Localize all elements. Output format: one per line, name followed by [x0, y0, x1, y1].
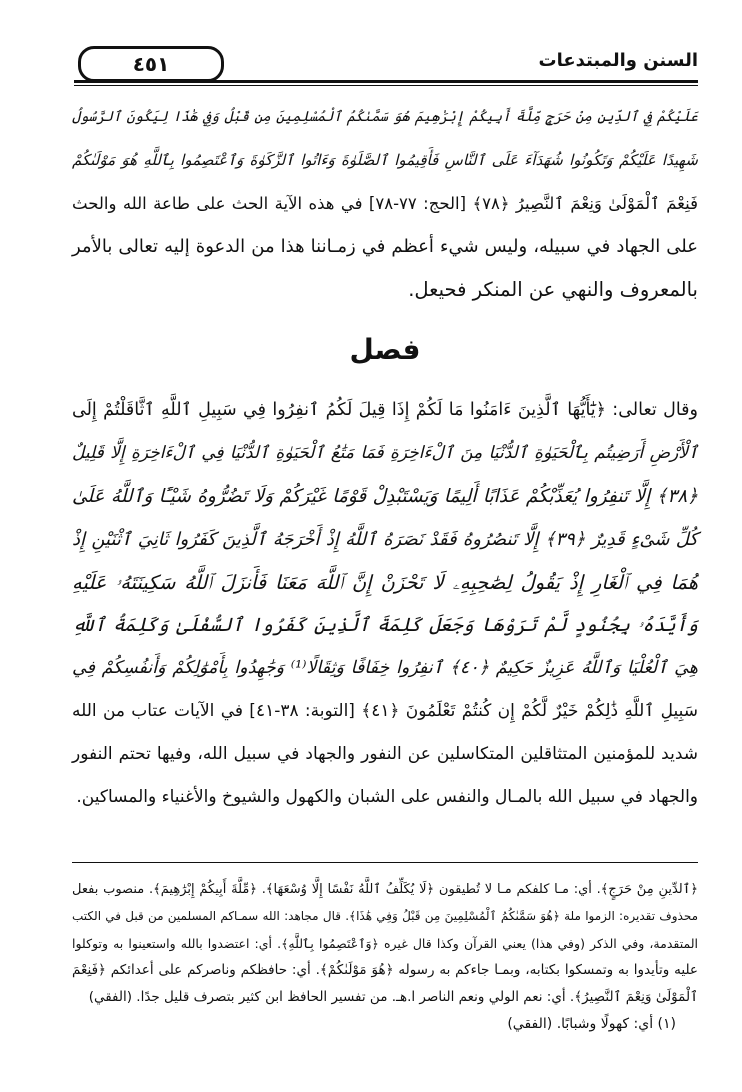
- body-line: شديد للمؤمنين المتثاقلين المتكاسلين عن النفور والجهاد في سبيل الله، وفيها تحتم النفور: [72, 744, 698, 764]
- body-line: بالمعروف والنهي عن المنكر فحيعل.: [408, 278, 698, 301]
- footnote-line: ﴿ٱلدِّينِ مِنْ حَرَجٍ﴾. أي: مـا كلفكم مـا لا تُطيقون ﴿لَا يُكَلِّفُ ٱللَّهُ نَفْسًا إِلَّا وُسْعَهَا﴾. ﴿مِّلَّةَ أَبِيكُمْ إِبْرَٰهِيمَ﴾. منصوب بفعل: [72, 882, 698, 897]
- page-number-badge: ٤٥١: [78, 46, 224, 82]
- header-title: السنن والمبتدعات: [538, 50, 698, 71]
- header-rule-thin: [74, 85, 698, 86]
- footnotes: [72, 876, 698, 1038]
- footnote-1: (١) أي: كهولًا وشبابًا. (الفقي): [507, 1016, 676, 1032]
- footnote-separator: [72, 862, 698, 863]
- section-heading: فصل: [349, 333, 421, 366]
- main-text: [72, 96, 698, 819]
- body-line: وَأَيَّدَهُۥ بِجُنُودٍ لَّمْ تَرَوْهَا وَجَعَلَ كَلِمَةَ ٱلَّذِينَ كَفَرُوا ٱلسُّفْلَىٰ وَكَلِمَةُ ٱللَّهِ: [72, 614, 698, 636]
- footnote-line: محذوف تقديره: الزموا ملة ﴿هُوَ سَمَّىٰكُمُ ٱلْمُسْلِمِينَ مِن قَبْلُ وَفِي هَٰذَا﴾. قال مجاهد: الله سمـاكم المسلمين من قبل في الكتب: [72, 909, 698, 923]
- body-line: شَهِيدًا عَلَيْكُمْ وَتَكُونُوا شُهَدَآءَ عَلَى ٱلنَّاسِ فَأَقِيمُوا ٱلصَّلَوٰةَ وَءَاتُوا ٱلزَّكَوٰةَ وَٱعْتَصِمُوا بِٱللَّهِ هُوَ مَوْلَىٰكُمْ: [72, 151, 698, 169]
- footnote-line: المتقدمة، وفي الذكر (وفي هذا) يعني القرآن وكذا قال غيره ﴿وَٱعْتَصِمُوا بِٱللَّهِ﴾. أي: اعتضدوا بالله واستعينوا به وتوكلوا: [72, 936, 698, 951]
- running-header: [74, 40, 698, 86]
- body-line: ٱلْأَرْضِ أَرَضِيتُم بِٱلْحَيَوٰةِ ٱلدُّنْيَا مِنَ ٱلْءَاخِرَةِ فَمَا مَتَٰعُ ٱلْحَيَوٰةِ ٱلدُّنْيَا فِي ٱلْءَاخِرَةِ إِلَّا قَلِيلٌ: [72, 443, 698, 463]
- body-line: والجهاد في سبيل الله بالمـال والنفس على الشبان والكهول والشيوخ والأغنياء والمساكين.: [76, 787, 698, 807]
- header-rule: [74, 80, 698, 83]
- footnote-line: ٱلْمَوْلَىٰ وَنِعْمَ ٱلنَّصِيرُ﴾. أي: نعم الولي ونعم الناصر ا.هـ. من تفسير الحافظ ابن كثير بتصرف قليل جدًا. (الفقي): [88, 989, 698, 1005]
- body-line: كُلِّ شَىْءٍ قَدِيرٌ ﴿٣٩﴾ إِلَّا تَنصُرُوهُ فَقَدْ نَصَرَهُ ٱللَّهُ إِذْ أَخْرَجَهُ ٱلَّذِينَ كَفَرُوا ثَانِيَ ٱثْنَيْنِ إِذْ: [72, 529, 698, 550]
- body-line: عَلَيْكُمْ فِي ٱلدِّينِ مِنْ حَرَجٍ مِّلَّةَ أَبِيكُمْ إِبْرَٰهِيمَ هُوَ سَمَّىٰكُمُ ٱلْمُسْلِمِينَ مِن قَبْلُ وَفِي هَٰذَا لِيَكُونَ ٱلرَّسُولُ: [72, 109, 698, 125]
- body-line: وقال تعالى: ﴿يَٰٓأَيُّهَا ٱلَّذِينَ ءَامَنُوا مَا لَكُمْ إِذَا قِيلَ لَكُمُ ٱنفِرُوا فِي سَبِيلِ ٱللَّهِ ٱثَّاقَلْتُمْ إِلَى: [72, 400, 698, 420]
- body-line: سَبِيلِ ٱللَّهِ ذَٰلِكُمْ خَيْرٌ لَّكُمْ إِن كُنتُمْ تَعْلَمُونَ ﴿٤١﴾ [التوبة: ٣٨-٤١] في الآيات عتاب من الله: [72, 701, 698, 721]
- footnote-line: عليه وتأيدوا به وتمسكوا بكتابه، وبمـا جاءكم به رسوله ﴿هُوَ مَوْلَىٰكُمْ﴾. أي: حافظكم وناصركم على أعدائكم ﴿فَنِعْمَ: [72, 962, 698, 978]
- body-line: ﴿٣٨﴾ إِلَّا تَنفِرُوا يُعَذِّبْكُمْ عَذَابًا أَلِيمًا وَيَسْتَبْدِلْ قَوْمًا غَيْرَكُمْ وَلَا تَضُرُّوهُ شَيْـًٔا وَٱللَّهُ عَلَىٰ: [72, 486, 698, 507]
- body-line: هُمَا فِي ٱلْغَارِ إِذْ يَقُولُ لِصَٰحِبِهِۦ لَا تَحْزَنْ إِنَّ ٱللَّهَ مَعَنَا فَأَنزَلَ ٱللَّهُ سَكِينَتَهُۥ عَلَيْهِ: [72, 571, 698, 594]
- body-line: فَنِعْمَ ٱلْمَوْلَىٰ وَنِعْمَ ٱلنَّصِيرُ ﴿٧٨﴾ [الحج: ٧٧-٧٨] في هذه الآية الحث على طاعة الله والحث: [72, 194, 698, 213]
- body-line: على الجهاد في سبيله، وليس شيء أعظم في زمـاننا هذا من الدعوة إليه تعالى بالأمر: [72, 236, 698, 257]
- body-line: هِيَ ٱلْعُلْيَا وَٱللَّهُ عَزِيزٌ حَكِيمٌ ﴿٤٠﴾ ٱنفِرُوا خِفَافًا وَثِقَالًا⁽¹⁾ وَجَٰهِدُوا بِأَمْوَٰلِكُمْ وَأَنفُسِكُمْ فِي: [72, 658, 698, 678]
